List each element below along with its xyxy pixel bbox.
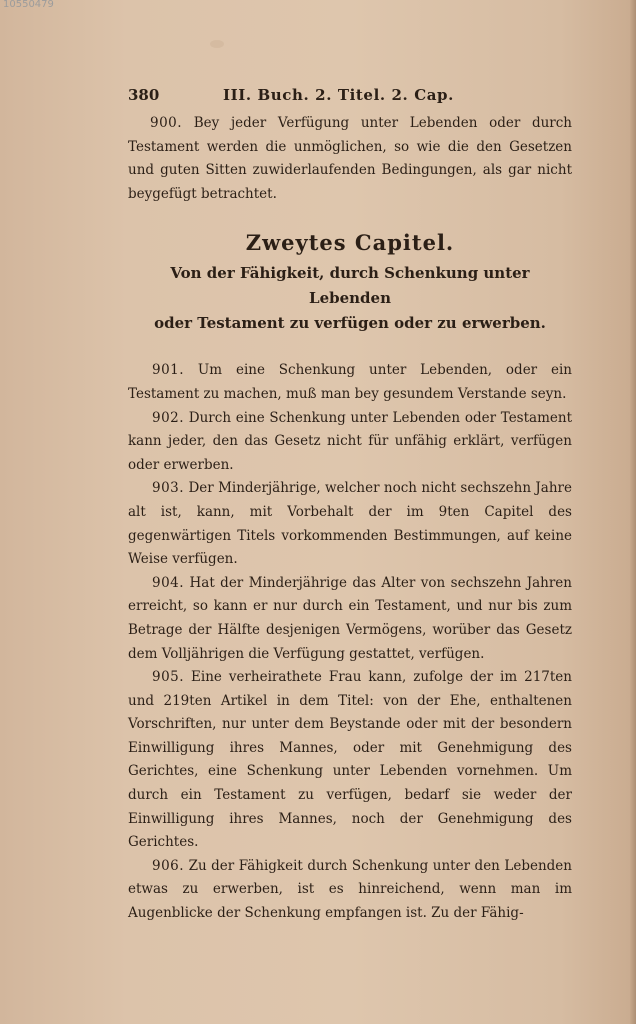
- article-text: Eine verheirathete Frau kann, zufolge der im 217ten und 219ten Artikel in dem Titel: von der Ehe, enthaltenen Vorschriften, nur unter dem Beystande oder mit der besondern Einwilligung ihres Mannes, oder mit Genehmigung des Gerichtes, eine Schenkung unter Lebenden vornehmen. Um durch ein Testament zu verfügen, bedarf sie weder der Einwilligung ihres Mannes, noch der Genehmigung des Gerichtes.: [128, 669, 572, 851]
- running-header: [128, 86, 572, 112]
- running-title: III. Buch. 2. Titel. 2. Cap.: [223, 86, 454, 104]
- article-text: Durch eine Schenkung unter Lebenden oder Testament kann jeder, den das Gesetz nicht für unfähig erklärt, verfügen oder erwerben.: [128, 409, 572, 473]
- article-904: [128, 572, 572, 666]
- page-number: 380: [128, 86, 160, 104]
- article-number: 903.: [152, 480, 185, 497]
- article-text: Der Minderjährige, welcher noch nicht sechszehn Jahre alt ist, kann, mit Vorbehalt der im 9ten Capitel des gegenwärtigen Titels vorkommenden Bestimmungen, auf keine Weise verfügen.: [128, 480, 572, 568]
- article-number: 906.: [152, 857, 185, 874]
- chapter-subtitle-line-2: oder Testament zu verfügen oder zu erwerben.: [154, 314, 546, 333]
- book-page: [128, 86, 572, 926]
- article-905: [128, 666, 572, 855]
- catalog-id: 10550479: [3, 0, 54, 10]
- article-902: [128, 407, 572, 478]
- paragraph-text: Bey jeder Verfügung unter Lebenden oder durch Testament werden die unmöglichen, so wie die den Gesetzen und guten Sitten zuwiderlaufenden Bedingungen, als gar nicht beygefügt betrachtet.: [128, 115, 572, 202]
- article-number: 905.: [152, 669, 185, 686]
- page-edge-shadow: [630, 0, 636, 1024]
- chapter-subtitle-line-1: Von der Fähigkeit, durch Schenkung unter Lebenden: [170, 264, 530, 308]
- article-number: 901.: [152, 362, 185, 379]
- article-text: Zu der Fähigkeit durch Schenkung unter den Lebenden etwas zu erwerben, ist es hinreichend, wenn man im Augenblicke der Schenkung empfangen ist. Zu der Fähig-: [128, 857, 572, 922]
- article-number: 902.: [152, 409, 185, 426]
- paragraph-number: 900.: [150, 115, 183, 131]
- article-text: Hat der Minderjährige das Alter von sechszehn Jahren erreicht, so kann er nur durch ein Testament, und nur bis zum Betrage der Hälfte desjenigen Vermögens, worüber das Gesetz dem Volljährigen die Verfügung gestattet, verfügen.: [128, 574, 572, 662]
- article-text: Um eine Schenkung unter Lebenden, oder ein Testament zu machen, muß man bey gesundem Verstande seyn.: [128, 362, 572, 402]
- article-number: 904.: [152, 574, 185, 591]
- chapter-title: Zweytes Capitel.: [245, 230, 455, 256]
- chapter-subtitle: [128, 261, 572, 336]
- article-906: [128, 855, 572, 926]
- paper-stain: [210, 40, 224, 48]
- paragraph-900: [128, 112, 572, 206]
- article-901: [128, 359, 572, 406]
- article-903: [128, 477, 572, 571]
